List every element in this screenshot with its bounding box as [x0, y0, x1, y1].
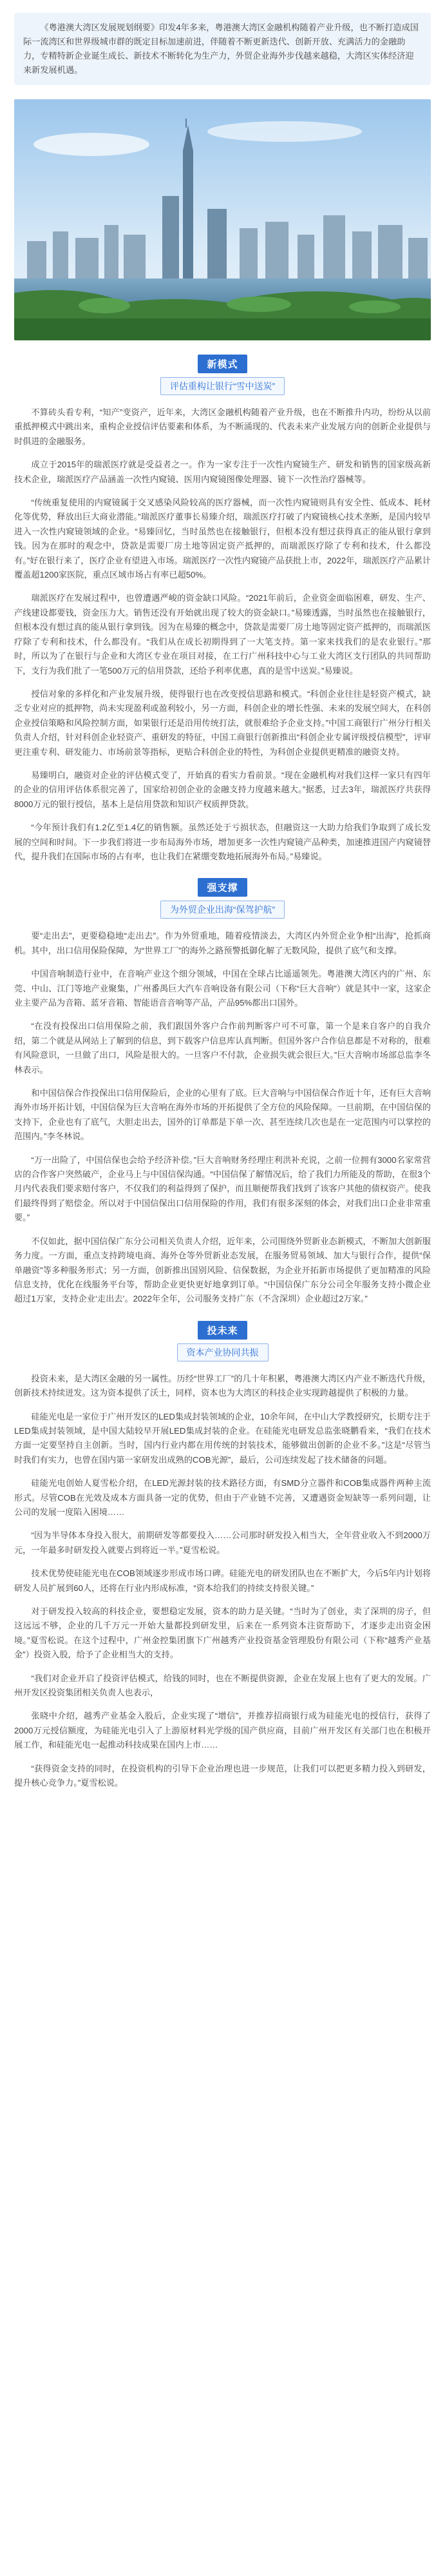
paragraph: “获得资金支持的同时，在投资机构的引导下企业治理也进一步规范，让我们可以把更多精力投入到研发，提升核心竞争力。”夏雪松说。: [14, 1763, 431, 1788]
paragraph: 和中国信保合作投保出口信用保险后，企业的心里有了底。巨大音响与中国信保合作近十年，还有巨大音响海外市场开拓计划，中国信保为巨大音响在海外市场的开拓提供了全方位的风险保障。一旦前期，在中国信保的支持下，企业也有了底气，大胆走出去，国外的订单都是下单一次、甚至连续几次也是在一定范围内可以掌控的范围内。”李冬林说。: [14, 1088, 431, 1142]
section-tag: 投未来: [198, 1321, 247, 1340]
paragraph: 硅能光电是一家位于广州开发区的LED集成封装领域的企业，10余年间，在中山大学教授研究，长期专注于LED集成封装领域，是中国大陆较早开展LED集成封装的企业。在硅能光电研发总监张晓鹏看来，“我们在技术方面一定要坚持自主创新。当时，国内行业内都在用传统的封装技术，能够做出创新的企业不多。”这是“尽管当时我们有实力，也曾在国内第一家研发出成熟的COB光源”，最后，公司连续发起了技术储备的问题。: [14, 1411, 431, 1465]
paragraph: 成立于2015年的瑞派医疗就是受益者之一。作为一家专注于一次性内窥镜生产、研发和销售的国家级高新技术企业，瑞派医疗产品涵盖一次性内窥镜、医用内窥镜图像处理器、镜下一次性治疗器械等。: [14, 460, 431, 484]
paragraph: “今年预计我们有1.2亿至1.4亿的销售额。虽然还处于亏损状态，但融资这一大助力给我们争取到了成长发展的空间和时间。下一步我们将进一步布局海外市场，增加更多一次性内窥镜产品种类，加速推进国产内窥镜替代，提升我们在国际市场的占有率，也让我们在紧绷变数地拓展海外布局。”易臻说。: [14, 823, 431, 861]
paragraph: “传统重复使用的内窥镜属于交叉感染风险较高的医疗器械，而一次性内窥镜则具有安全性、低成本、耗材化等优势，释放出巨大商业潜能。”瑞派医疗董事长易臻介绍，瑞派医疗打破了内窥镜核心技术垄断，是国内较早进入一次性内窥镜领域的企业。“易臻回忆，当时虽然也在接触银行，但根本没有想过获得真正的能从银行拿到钱。因为在那时的观念中，贷款是需要厂房土地等固定资产抵押的，而瑞派医疗除了专利和技术，什么都没有。”好在银行来了，医疗企业有望进入市场。瑞派医疗一次性内窥镜产品获批上市，2022年，瑞派医疗产品累计覆盖超1200家医院，重点区域市场占有率已超50%。: [14, 498, 431, 580]
section-head-3: [0, 1321, 445, 1361]
section-subtitle: 为外贸企业出海“保驾护航”: [160, 901, 285, 919]
paragraph: 硅能光电创始人夏雪松介绍，在LED光源封装的技术路径方面，有SMD分立器件和COB集成器件两种主流形式。尽管COB在光效及成本方面具备一定的优势，但由于产业链不完善，又遭遇资金短缺等一系列问题，让公司的发展一度陷入困境……: [14, 1478, 431, 1517]
lead-block: [0, 0, 445, 90]
section-head-2: [0, 878, 445, 919]
section-tag: 强支撑: [198, 878, 247, 897]
paragraph: 易臻明白，融资对企业的评估模式变了，开始真的看实力看前景。“现在金融机构对我们这样一家只有四年的企业的信用评估体系很完善了，国家给初创企业的金融支持力度越来越大。”据悉，过去3年，瑞派医疗共获得8000万元的银行授信，基本上是信用贷款和知识产权质押贷款。: [14, 770, 431, 809]
section-tag: 新模式: [198, 355, 247, 373]
section-subtitle: 资本产业协同共振: [177, 1343, 269, 1361]
paragraph: 不仅如此，据中国信保广东分公司相关负责人介绍，近年来，公司围绕外贸新业态新模式，不断加大创新服务力度。一方面，重点支持跨境电商、海外仓等外贸新业态发展，在服务贸易领域、加大与银行合作，提供“保单融资”等多种服务形式；另一方面，创新推出国别风险、信保数据，为企业开拓新市场提供了更加精准的风险信息支持，优化在线服务平台等，帮助企业更快更好地拿到订单。“中国信保广东分公司全年服务支持小微企业超过1万家，支持企业‘走出去’。2022年全年，公司服务支持广东（不含深圳）企业超过2万家。”: [14, 1236, 431, 1304]
paragraph: 不算砖头看专利，“知产”变资产，近年来，大湾区金融机构随着产业升级，也在不断推升内功，纷纷从以前重抵押模式中跳出来，重构企业授信评估要素和体系，为不断涌现的、代表未来产业发展方向的创新企业提供与时俱进的金融服务。: [14, 407, 431, 446]
paragraph: 技术优势使硅能光电在COB领域逐步形成市场口碑。硅能光电的研发团队也在不断扩大，今后5年内计划将研发人员扩展到60人，还将在行业内形成标准，“资本给我们的持续支持很关键。”: [14, 1568, 431, 1593]
paragraph: 授信对象的多样化和产业发展升级，使得银行也在改变授信思路和模式。“科创企业往往是轻资产模式，缺乏专业对应的抵押物，尚未实现盈利或盈利较小，另一方面，科创企业的增长性强、未来的发展空间大，在科创企业授信策略和风险控制方面，如果银行还是沿用传统打法，就很难给予企业支持。”中国工商银行广州分行相关负责人介绍，针对科创企业轻资产、重研发的特征，中国工商银行创新推出“科创企业专属评级授信模型”，评审更注重专利、研发能力、市场前景等指标，更贴合科创企业的特性，为科创企业提供更精准的融资支持。: [14, 688, 431, 757]
paragraph: “我们对企业开启了投资评估模式，给钱的同时，也在不断提供资源，企业在发展上也有了更大的发展。广州开发区投资集团相关负责人也表示，: [14, 1673, 431, 1698]
paragraph: “万一出险了，中国信保也会给予经济补偿。”巨大音响财务经理庄利洪补充说，之前一位拥有3000名家常营店的合作客户突然破产，企业马上与中国信保沟通。“中国信保了解情况后，给了我们力所能及的帮助，在很3个月内代表我们要求赔付客户，不仅我们的利益得到了保护，而且顺便帮我们找到了该客户其他的债权资产。使我们最终得到了赔偿金。所以对于中国信保出口信用保险的作用，我们有很多深刻的体会，对我们出口企业非常重要。”: [14, 1155, 431, 1223]
hero-image: [14, 99, 431, 340]
section-head-1: [0, 355, 445, 395]
paragraph: 对于研发投入较高的科技企业，要想稳定发展，资本的助力是关键。“当时为了创业，卖了深圳的房子，但这远远不够，企业的几千万元一开始大量都投到研发里，后来在一系列资本注资帮助下，才逐步走出资金困境。”夏雪松说。在这个过程中，广州金控集团旗下广州越秀产业投资基金管理股份有限公司（下称“越秀产业基金”）投资入股，给予了企业相当大的支持。: [14, 1606, 431, 1660]
paragraph: “因为半导体本身投入很大，前期研发等都要投入……公司那时研发投入相当大，全年营业收入不到2000万元，一年最多时研发投入就要占到将近一半。”夏雪松说。: [14, 1530, 431, 1555]
city-skyline-photo: [14, 99, 431, 340]
paragraph: 张晓中介绍，越秀产业基金入股后，企业实现了“增信”，并推荐招商银行成为硅能光电的授信行，获得了2000万元授信额度，为硅能光电引入了上游原材料光学级的国产供应商，目前广州开发区有关部门也在积极开展工作，和硅能光电一起推动科技成果在国内上市……: [14, 1711, 431, 1750]
paragraph: 瑞派医疗在发展过程中，也曾遭遇严峻的资金缺口风险。“2021年前后，企业资金面临困难，研发、生产、产线建设都要钱，资金压力大。销售还没有开始就出现了较大的资金缺口。”易臻透露，当时虽然也在接触银行，但根本没有想过真的能从银行拿到钱。因为在易臻的概念中，贷款是需要厂房土地等固定资产抵押的，而瑞派医疗除了专利和技术，什么都没有。“我们从在成长初期得到了一大笔支持。第一家来找我们的是农业银行。”那时，所以为了在银行与企业和大湾区专业在项目对接，在工行广州科技中心与工业大湾区支行团队的共同帮助下，支行为我们批了一笔500万元的信用贷款，还给予利率优惠，真的是雪中送炭。”易臻说。: [14, 593, 431, 676]
paragraph: 中国音响制造行业中，在音响产业这个细分领域，中国在全球占比遥遥领先。粤港澳大湾区内的广州、东莞、中山、江门等地产业聚集，广州番禺巨大汽车音响设备有限公司（下称“巨大音响”）就是其中一家，这家企业主要产品为音箱、蓝牙音箱、智能语音音响等产品，产品95%都出口国外。: [14, 969, 431, 1008]
paragraph: 要“走出去”，更要稳稳地“走出去”。作为外贸重地，随着疫情淡去，大湾区内外贸企业争相“出海”，抢抓商机。其中，出口信用保险保障，为“世界工厂”的海外之路预警抵御化解了无数风险，提供了底气和支撑。: [14, 931, 431, 955]
section-subtitle: 评估重构让银行“雪中送炭”: [160, 377, 285, 395]
lead-paragraph: 《粤港澳大湾区发展规划纲要》印发4年多来，粤港澳大湾区金融机构随着产业升级，也不断打造成国际一流湾区和世界级城市群的既定目标加速前进，伴随着不断更新迭代、创新开放、充满活力的金融助力，专精特新企业诞生成长、新技术不断转化为生产力，外贸企业海外步伐越来越稳，大湾区实体经济迎来新发展机遇。: [14, 13, 431, 85]
paragraph: “在没有投保出口信用保险之前，我们跟国外客户合作前判断客户可不可靠，第一个是来自客户的自我介绍，第二个就是从网站上了解到的信息，到下载客户信息库认真判断。但国外客户合作信息都是不对称的，很难有风险意识，一旦做了出口，风险是很大的。一旦客户不付款，企业损失就会很巨大。”巨大音响市场部总监李冬林表示。: [14, 1021, 431, 1075]
paragraph: 投资未来，是大湾区金融的另一属性。历经“世界工厂”的几十年积累，粤港澳大湾区内产业不断迭代升级，创新技术持续迸发。这为资本提供了沃土，同样，资本也为大湾区的科技企业实现跨越提供了积极的力量。: [14, 1373, 431, 1398]
